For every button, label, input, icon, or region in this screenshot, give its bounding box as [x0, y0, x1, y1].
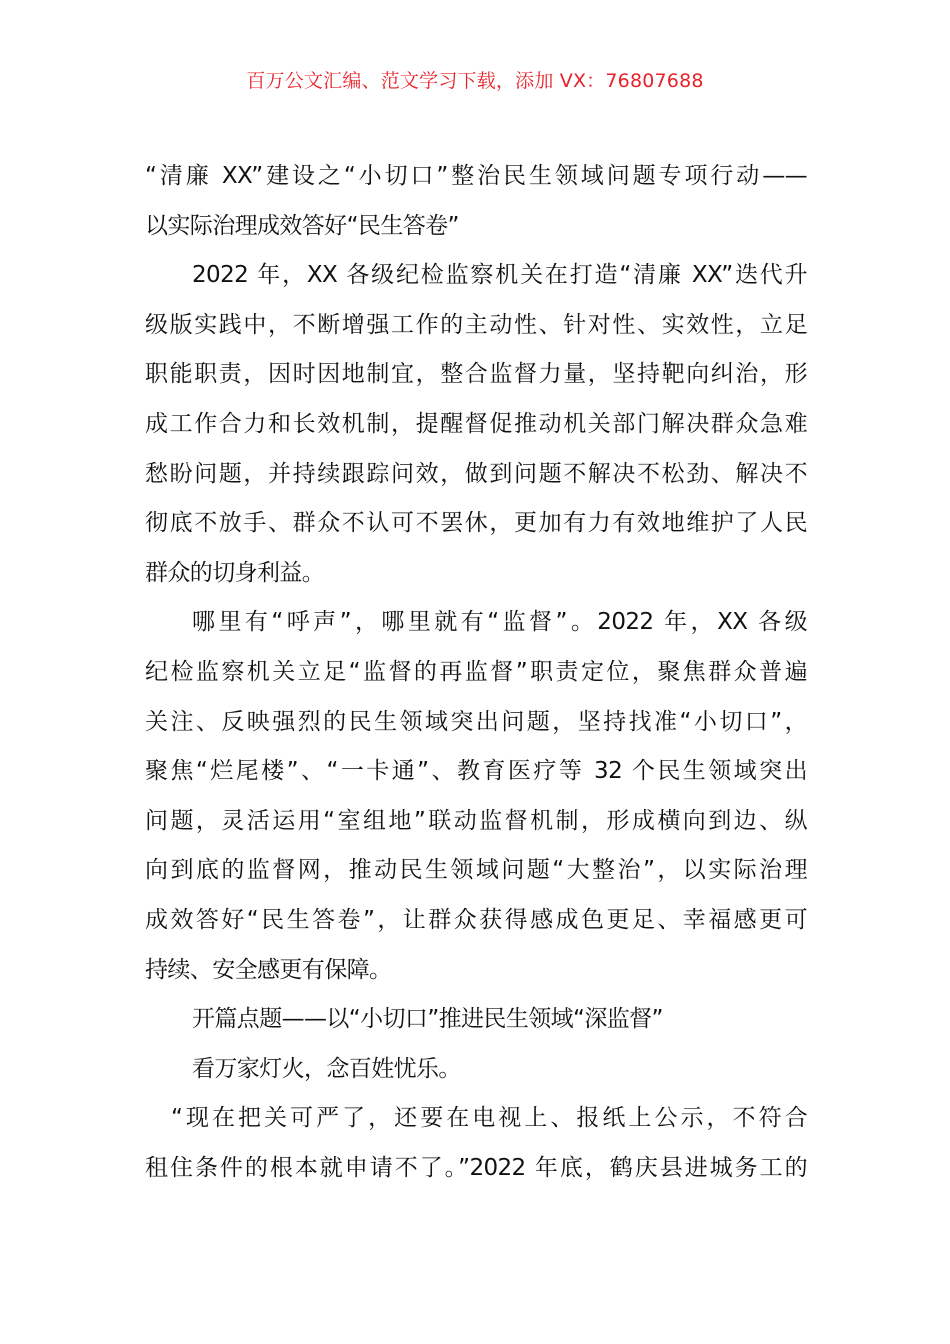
- paragraph-2: [145, 598, 807, 995]
- text-line: 哪里有“呼声”，哪里就有“监督”。2022 年，XX 各级: [192, 609, 807, 636]
- text-line: 愁盼问题，并持续跟踪问效，做到问题不解决不松劲、解决不: [145, 460, 807, 487]
- title-line: “清廉 XX”建设之“小切口”整治民生领域问题专项行动——: [145, 163, 807, 189]
- paragraph-4: [145, 1094, 807, 1193]
- text-line: “现在把关可严了，还要在电视上、报纸上公示，不符合: [171, 1105, 807, 1132]
- paragraph-3: 看万家灯火，念百姓忧乐。: [192, 1055, 461, 1082]
- text-line: 聚焦“烂尾楼”、“一卡通”、教育医疗等 32 个民生领域突出: [145, 758, 807, 785]
- text-line: 级版实践中，不断增强工作的主动性、针对性、实效性，立足: [145, 311, 807, 338]
- text-line: 持续、安全感更有保障。: [145, 956, 392, 983]
- text-line: 成工作合力和长效机制，提醒督促推动机关部门解决群众急难: [145, 410, 807, 437]
- watermark-banner: 百万公文汇编、范文学习下载，添加 VX：76807688: [246, 70, 704, 92]
- paragraph-1: [145, 251, 807, 598]
- document-title: [145, 152, 807, 251]
- document-body: [145, 152, 807, 1193]
- text-line: 问题，灵活运用“室组地”联动监督机制，形成横向到边、纵: [145, 807, 807, 834]
- text-line: 关注、反映强烈的民生领域突出问题，坚持找准“小切口”，: [145, 708, 807, 735]
- text-line: 职能职责，因时因地制宜，整合监督力量，坚持靶向纠治，形: [145, 361, 807, 388]
- text-line: 纪检监察机关立足“监督的再监督”职责定位，聚焦群众普遍: [145, 658, 807, 685]
- text-line: 群众的切身利益。: [145, 559, 325, 586]
- text-line: 彻底不放手、群众不认可不罢休，更加有力有效地维护了人民: [145, 510, 807, 537]
- title-line: 以实际治理成效答好“民生答卷”: [145, 212, 459, 239]
- text-line: 2022 年，XX 各级纪检监察机关在打造“清廉 XX”迭代升: [192, 262, 807, 289]
- text-line: 成效答好“民生答卷”，让群众获得感成色更足、幸福感更可: [145, 906, 807, 933]
- text-line: 向到底的监督网，推动民生领域问题“大整治”，以实际治理: [145, 857, 807, 884]
- text-line: 租住条件的根本就申请不了。”2022 年底，鹤庆县进城务工的: [145, 1154, 807, 1181]
- section-heading: 开篇点题——以“小切口”推进民生领域“深监督”: [192, 1006, 663, 1033]
